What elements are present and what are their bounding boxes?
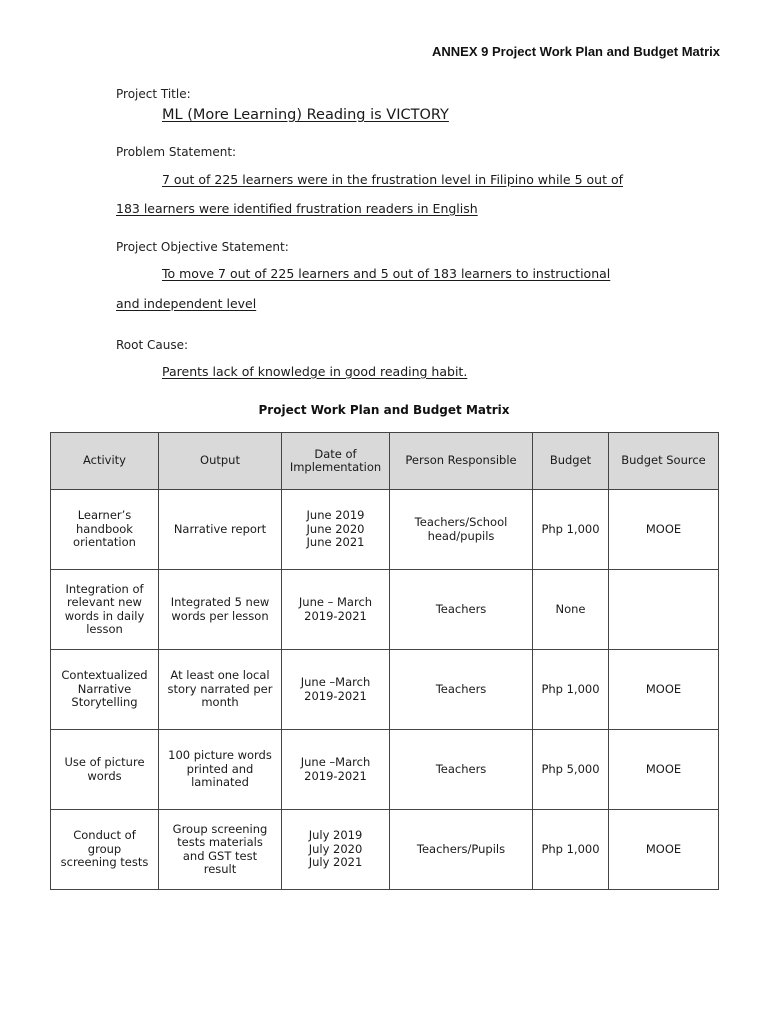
- root-cause-text: Parents lack of knowledge in good reading habit.: [162, 364, 468, 379]
- table-row: [51, 650, 719, 730]
- cell-date: July 2019 July 2020 July 2021: [282, 810, 390, 890]
- column-header-activity: Activity: [51, 433, 159, 490]
- cell-activity: Use of picture words: [51, 730, 159, 810]
- project-title-label: Project Title:: [116, 87, 191, 101]
- table-row: [51, 490, 719, 570]
- cell-person: Teachers: [390, 730, 533, 810]
- cell-date: June 2019 June 2020 June 2021: [282, 490, 390, 570]
- objective-statement-line-2: and independent level: [116, 296, 257, 311]
- cell-person: Teachers/Pupils: [390, 810, 533, 890]
- cell-source: MOOE: [609, 650, 719, 730]
- work-plan-budget-matrix: [50, 432, 719, 890]
- matrix-header-row: [51, 433, 719, 490]
- annex-header: ANNEX 9 Project Work Plan and Budget Matrix: [432, 44, 720, 59]
- cell-budget: None: [533, 570, 609, 650]
- cell-output: Narrative report: [159, 490, 282, 570]
- cell-output: Group screening tests materials and GST test result: [159, 810, 282, 890]
- cell-source: MOOE: [609, 810, 719, 890]
- problem-statement-label: Problem Statement:: [116, 145, 237, 159]
- column-header-source: Budget Source: [609, 433, 719, 490]
- project-title: ML (More Learning) Reading is VICTORY: [162, 107, 449, 123]
- objective-statement-line-1: To move 7 out of 225 learners and 5 out of 183 learners to instructional: [162, 266, 611, 281]
- column-header-date: Date of Implementation: [282, 433, 390, 490]
- table-row: [51, 810, 719, 890]
- cell-date: June – March 2019-2021: [282, 570, 390, 650]
- cell-budget: Php 1,000: [533, 650, 609, 730]
- cell-source: MOOE: [609, 490, 719, 570]
- column-header-budget: Budget: [533, 433, 609, 490]
- root-cause-label: Root Cause:: [116, 338, 189, 352]
- cell-budget: Php 1,000: [533, 810, 609, 890]
- cell-output: At least one local story narrated per month: [159, 650, 282, 730]
- cell-activity: Integration of relevant new words in daily lesson: [51, 570, 159, 650]
- cell-date: June –March 2019-2021: [282, 730, 390, 810]
- cell-date: June –March 2019-2021: [282, 650, 390, 730]
- problem-statement-line-2: 183 learners were identified frustration readers in English: [116, 201, 478, 216]
- cell-person: Teachers: [390, 570, 533, 650]
- cell-budget: Php 1,000: [533, 490, 609, 570]
- objective-statement-label: Project Objective Statement:: [116, 240, 289, 254]
- problem-statement-line-1: 7 out of 225 learners were in the frustration level in Filipino while 5 out of: [162, 172, 623, 187]
- table-row: [51, 730, 719, 810]
- cell-person: Teachers/School head/pupils: [390, 490, 533, 570]
- matrix-heading: Project Work Plan and Budget Matrix: [258, 403, 510, 417]
- cell-activity: Learner’s handbook orientation: [51, 490, 159, 570]
- cell-output: 100 picture words printed and laminated: [159, 730, 282, 810]
- cell-output: Integrated 5 new words per lesson: [159, 570, 282, 650]
- cell-source: [609, 570, 719, 650]
- column-header-person: Person Responsible: [390, 433, 533, 490]
- cell-activity: Conduct of group screening tests: [51, 810, 159, 890]
- column-header-output: Output: [159, 433, 282, 490]
- cell-person: Teachers: [390, 650, 533, 730]
- cell-activity: Contextualized Narrative Storytelling: [51, 650, 159, 730]
- cell-budget: Php 5,000: [533, 730, 609, 810]
- table-row: [51, 570, 719, 650]
- cell-source: MOOE: [609, 730, 719, 810]
